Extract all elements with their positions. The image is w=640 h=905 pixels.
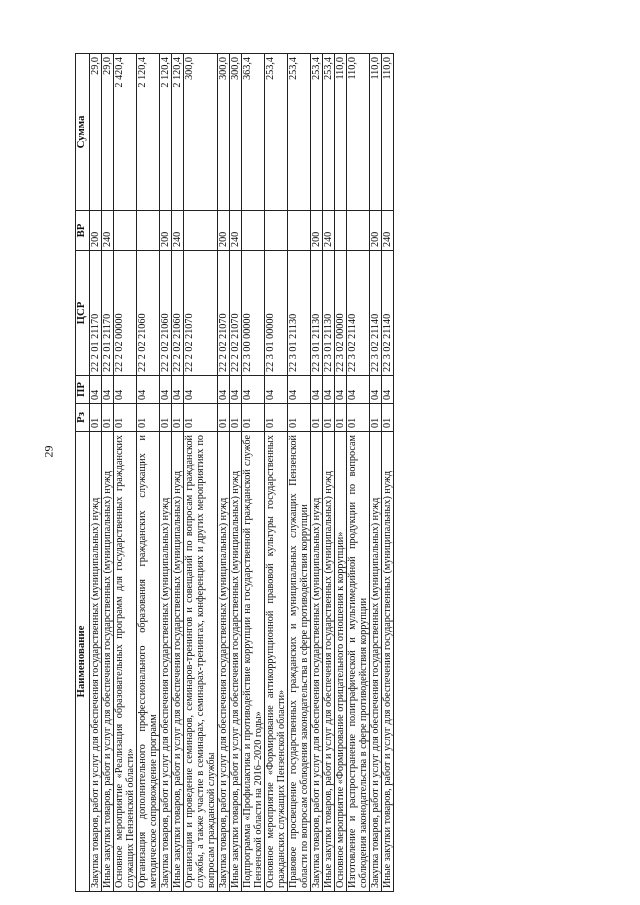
row-name: Основное мероприятие «Формирование антикоррупционной правовой культуры государственных гражданских служащих Пензенской области»	[265, 432, 288, 892]
row-pr: 04	[370, 376, 382, 404]
row-csr: 22 2 02 21070	[230, 251, 242, 376]
table-row	[323, 54, 335, 892]
row-sum: 2 120,4	[172, 54, 184, 211]
page-number: 29	[41, 445, 56, 458]
row-vr: 240	[230, 211, 242, 251]
row-vr: 240	[382, 211, 394, 251]
row-rz: 01	[265, 404, 288, 432]
row-csr: 22 3 02 21140	[370, 251, 382, 376]
row-csr: 22 2 02 21060	[160, 251, 172, 376]
row-vr	[242, 211, 265, 251]
table-row	[335, 54, 347, 892]
row-rz: 01	[370, 404, 382, 432]
table-row	[311, 54, 323, 892]
table-row	[382, 54, 394, 892]
table-row	[242, 54, 265, 892]
row-rz: 01	[137, 404, 160, 432]
row-vr	[137, 211, 160, 251]
row-sum: 253,4	[311, 54, 323, 211]
row-csr: 22 3 00 00000	[242, 251, 265, 376]
header-pr: ПР	[76, 376, 90, 404]
table-row	[184, 54, 218, 892]
header-name: Наименование	[76, 432, 90, 892]
row-csr: 22 3 01 21130	[311, 251, 323, 376]
row-pr: 04	[218, 376, 230, 404]
row-name: Иные закупки товаров, работ и услуг для обеспечения государственных (муниципальных) нужд	[230, 432, 242, 892]
row-name: Закупка товаров, работ и услуг для обеспечения государственных (муниципальных) нужд	[90, 432, 102, 892]
row-rz: 01	[288, 404, 311, 432]
row-csr: 22 2 01 21170	[102, 251, 114, 376]
row-name: Иные закупки товаров, работ и услуг для обеспечения государственных (муниципальных) нужд	[323, 432, 335, 892]
row-vr	[114, 211, 137, 251]
row-rz: 01	[335, 404, 347, 432]
row-pr: 04	[114, 376, 137, 404]
table-row	[102, 54, 114, 892]
row-vr	[335, 211, 347, 251]
row-pr: 04	[184, 376, 218, 404]
table-row	[218, 54, 230, 892]
row-name: Иные закупки товаров, работ и услуг для обеспечения государственных (муниципальных) нужд	[102, 432, 114, 892]
row-csr: 22 3 02 00000	[335, 251, 347, 376]
row-pr: 04	[90, 376, 102, 404]
row-csr: 22 2 02 21060	[137, 251, 160, 376]
row-pr: 04	[311, 376, 323, 404]
row-pr: 04	[242, 376, 265, 404]
row-pr: 04	[160, 376, 172, 404]
row-name: Закупка товаров, работ и услуг для обеспечения государственных (муниципальных) нужд	[218, 432, 230, 892]
row-rz: 01	[184, 404, 218, 432]
row-pr: 04	[347, 376, 370, 404]
table-row	[114, 54, 137, 892]
row-name: Основное мероприятие «Реализация образовательных программ для государственных гражданских служащих Пензенской области»	[114, 432, 137, 892]
row-rz: 01	[311, 404, 323, 432]
row-csr: 22 2 02 21070	[184, 251, 218, 376]
row-vr: 200	[90, 211, 102, 251]
row-name: Закупка товаров, работ и услуг для обеспечения государственных (муниципальных) нужд	[160, 432, 172, 892]
row-sum: 253,4	[265, 54, 288, 211]
table-row	[370, 54, 382, 892]
rotated-content	[74, 52, 559, 894]
row-sum: 300,0	[230, 54, 242, 211]
row-rz: 01	[230, 404, 242, 432]
row-csr: 22 3 02 21140	[382, 251, 394, 376]
row-name: Иные закупки товаров, работ и услуг для обеспечения государственных (муниципальных) нужд	[382, 432, 394, 892]
row-sum: 253,4	[323, 54, 335, 211]
row-pr: 04	[230, 376, 242, 404]
row-pr: 04	[265, 376, 288, 404]
table-row	[90, 54, 102, 892]
row-rz: 01	[382, 404, 394, 432]
row-vr	[265, 211, 288, 251]
row-sum: 29,0	[90, 54, 102, 211]
row-csr: 22 2 02 21070	[218, 251, 230, 376]
row-sum: 300,0	[184, 54, 218, 211]
row-name: Изготовление и распространение полиграфической и мультимедийной продукции по вопросам соблюдения законодательства в сфере противодействия коррупции	[347, 432, 370, 892]
table-header-row	[76, 54, 90, 892]
row-sum: 110,0	[370, 54, 382, 211]
table-row	[160, 54, 172, 892]
row-name: Подпрограмма «Профилактика и противодействие коррупции на государственной гражданской службе Пензенской области на 2016–2020 годы»	[242, 432, 265, 892]
row-name: Закупка товаров, работ и услуг для обеспечения государственных (муниципальных) нужд	[311, 432, 323, 892]
header-csr: ЦСР	[76, 251, 90, 376]
row-rz: 01	[102, 404, 114, 432]
row-rz: 01	[90, 404, 102, 432]
row-name: Основное мероприятие «Формирование отрицательного отношения к коррупции»	[335, 432, 347, 892]
row-csr: 22 3 01 21130	[323, 251, 335, 376]
row-vr: 200	[160, 211, 172, 251]
row-vr: 200	[218, 211, 230, 251]
landscape-sheet	[74, 52, 559, 894]
row-sum: 2 120,4	[160, 54, 172, 211]
row-pr: 04	[288, 376, 311, 404]
row-sum: 2 120,4	[137, 54, 160, 211]
row-vr: 240	[172, 211, 184, 251]
row-vr	[288, 211, 311, 251]
row-name: Закупка товаров, работ и услуг для обеспечения государственных (муниципальных) нужд	[370, 432, 382, 892]
header-vr: ВР	[76, 211, 90, 251]
row-vr: 200	[370, 211, 382, 251]
row-rz: 01	[323, 404, 335, 432]
row-rz: 01	[347, 404, 370, 432]
row-sum: 110,0	[347, 54, 370, 211]
row-sum: 300,0	[218, 54, 230, 211]
row-name: Организация дополнительного профессионального образования гражданских служащих и методическое сопровождение программ	[137, 432, 160, 892]
row-csr: 22 3 02 21140	[347, 251, 370, 376]
row-csr: 22 3 01 21130	[288, 251, 311, 376]
row-pr: 04	[323, 376, 335, 404]
row-pr: 04	[137, 376, 160, 404]
row-vr	[184, 211, 218, 251]
row-rz: 01	[218, 404, 230, 432]
table-row	[265, 54, 288, 892]
row-sum: 363,4	[242, 54, 265, 211]
row-sum: 110,0	[382, 54, 394, 211]
row-vr: 240	[323, 211, 335, 251]
row-rz: 01	[242, 404, 265, 432]
row-sum: 253,4	[288, 54, 311, 211]
row-vr	[347, 211, 370, 251]
row-pr: 04	[335, 376, 347, 404]
table-row	[347, 54, 370, 892]
row-vr: 240	[102, 211, 114, 251]
row-pr: 04	[382, 376, 394, 404]
row-vr: 200	[311, 211, 323, 251]
header-rz: Рз	[76, 404, 90, 432]
row-csr: 22 2 01 21170	[90, 251, 102, 376]
row-rz: 01	[172, 404, 184, 432]
row-name: Организация и проведение семинаров, семинаров-тренингов и совещаний по вопросам гражданской службы, а также участие в семинарах, семинарах-тренингах, конференциях и других мероприятиях по вопросам гражданской службы	[184, 432, 218, 892]
row-csr: 22 2 02 21060	[172, 251, 184, 376]
table-row	[137, 54, 160, 892]
budget-table	[75, 53, 394, 892]
row-csr: 22 3 01 00000	[265, 251, 288, 376]
row-name: Правовое просвещение государственных гражданских и муниципальных служащих Пензенской области по вопросам соблюдения законодательства в сфере противодействия коррупции	[288, 432, 311, 892]
row-rz: 01	[160, 404, 172, 432]
row-sum: 110,0	[335, 54, 347, 211]
row-name: Иные закупки товаров, работ и услуг для обеспечения государственных (муниципальных) нужд	[172, 432, 184, 892]
row-pr: 04	[172, 376, 184, 404]
row-pr: 04	[102, 376, 114, 404]
table-row	[230, 54, 242, 892]
header-sum: Сумма	[76, 54, 90, 211]
row-rz: 01	[114, 404, 137, 432]
row-sum: 2 420,4	[114, 54, 137, 211]
row-csr: 22 2 02 00000	[114, 251, 137, 376]
row-sum: 29,0	[102, 54, 114, 211]
table-row	[172, 54, 184, 892]
table-row	[288, 54, 311, 892]
